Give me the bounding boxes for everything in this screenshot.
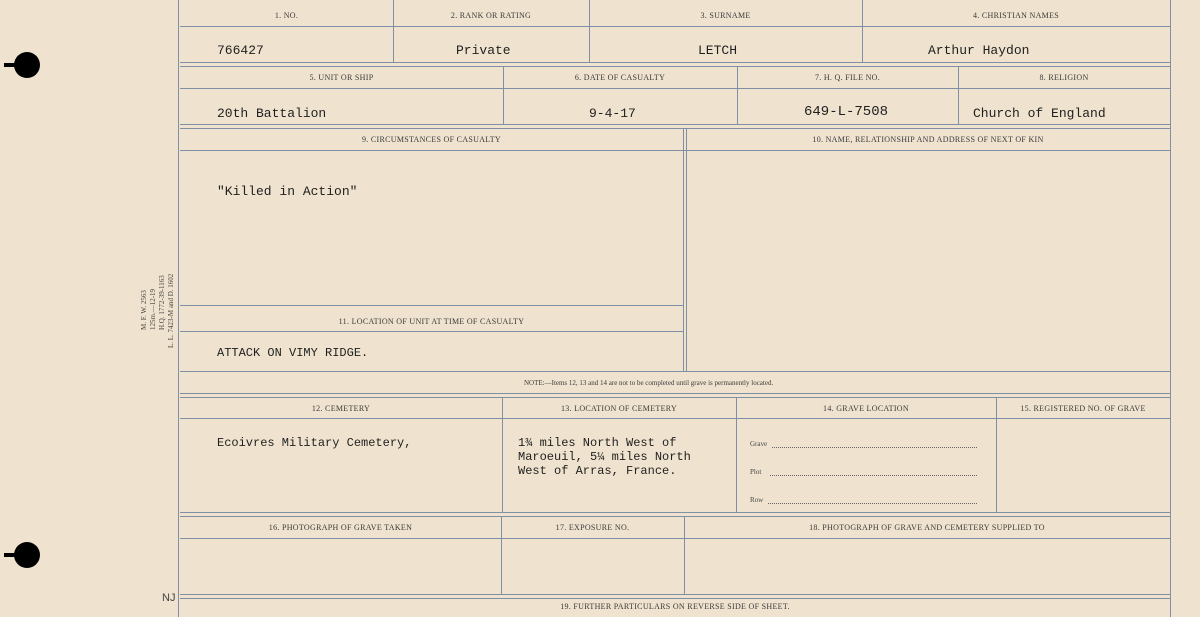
row5-header-rule [180, 538, 1170, 539]
side-print-1: M. F. W. 2563 [140, 290, 148, 330]
row1-bottom-rule [180, 62, 1170, 67]
row5-bottom-rule [180, 594, 1170, 599]
value-cemetery: Ecoivres Military Cemetery, [217, 436, 412, 450]
header-next-of-kin: 10. NAME, RELATIONSHIP AND ADDRESS OF NEXT OF KIN [812, 135, 1044, 144]
row4-div1 [502, 397, 503, 512]
punch-hole-top [14, 52, 40, 78]
header-rank: 2. RANK OR RATING [450, 11, 532, 20]
row3-location-rule-top [180, 305, 683, 306]
row3-div [683, 128, 684, 371]
row1-div2 [589, 0, 590, 62]
side-print-3: H.Q. 1772-39-1163 [158, 275, 166, 330]
value-location-cemetery: 1¾ miles North West of Maroeuil, 5¼ miles North West of Arras, France. [518, 436, 691, 478]
grave-dots [772, 447, 977, 448]
value-no: 766427 [217, 43, 264, 58]
header-date: 6. DATE OF CASUALTY [574, 73, 666, 82]
note-rule-top [180, 371, 1170, 372]
value-hq: 649-L-7508 [804, 104, 889, 120]
header-location-unit: 11. LOCATION OF UNIT AT TIME OF CASUALTY [338, 317, 525, 326]
row2-bottom-rule [180, 124, 1170, 129]
punch-hole-bottom [14, 542, 40, 568]
header-photo-taken: 16. PHOTOGRAPH OF GRAVE TAKEN [268, 523, 413, 532]
row1-header-rule [180, 26, 1170, 27]
margin-mark: NJ [162, 592, 176, 604]
row1-div1 [393, 0, 394, 62]
row2-header-rule [180, 88, 1170, 89]
row-label: Row [750, 496, 764, 504]
value-date: 9-4-17 [589, 106, 636, 121]
row3-location-rule-bottom [180, 331, 683, 332]
value-circumstances: "Killed in Action" [217, 184, 358, 199]
row4-bottom-rule [180, 512, 1170, 517]
header-registered-no: 15. REGISTERED NO. OF GRAVE [1020, 404, 1146, 413]
header-photo-supplied: 18. PHOTOGRAPH OF GRAVE AND CEMETERY SUPPLIED TO [809, 523, 1045, 532]
header-religion: 8. RELIGION [1039, 73, 1089, 82]
row4-header-rule [180, 418, 1170, 419]
row-dots [768, 503, 977, 504]
header-unit: 5. UNIT OR SHIP [309, 73, 374, 82]
frame-right [1170, 0, 1171, 617]
row4-div3 [996, 397, 997, 512]
header-no: 1. NO. [274, 11, 299, 20]
row4-div2 [736, 397, 737, 512]
plot-dots [770, 475, 977, 476]
header-exposure: 17. EXPOSURE NO. [555, 523, 630, 532]
side-print-4: L. L. 7423-M and D. 1602 [167, 273, 175, 348]
header-cemetery: 12. CEMETERY [311, 404, 371, 413]
note-text: NOTE:—Items 12, 13 and 14 are not to be completed until grave is permanently located. [524, 379, 774, 387]
value-unit: 20th Battalion [217, 106, 327, 121]
header-circumstances: 9. CIRCUMSTANCES OF CASUALTY [361, 135, 502, 144]
header-grave-location: 14. GRAVE LOCATION [823, 404, 909, 413]
header-christian: 4. CHRISTIAN NAMES [972, 11, 1060, 20]
row1-div3 [862, 0, 863, 62]
value-religion: Church of England [973, 106, 1106, 121]
value-location-unit: ATTACK ON VIMY RIDGE. [217, 346, 369, 360]
note-rule-bottom [180, 393, 1170, 398]
header-location-cemetery: 13. LOCATION OF CEMETERY [560, 404, 678, 413]
row3-header-rule [180, 150, 1170, 151]
row3-div-b [686, 128, 687, 371]
plot-label: Plot [750, 468, 762, 476]
value-christian: Arthur Haydon [928, 43, 1030, 58]
side-print-2: 125m.—12-19 [149, 288, 157, 330]
header-hq: 7. H. Q. FILE NO. [814, 73, 881, 82]
value-surname: LETCH [698, 43, 738, 58]
frame-left [178, 0, 179, 617]
value-rank: Private [456, 43, 511, 58]
grave-label: Grave [750, 440, 768, 448]
header-further: 19. FURTHER PARTICULARS ON REVERSE SIDE OF SHEET. [560, 602, 790, 611]
header-surname: 3. SURNAME [700, 11, 751, 20]
